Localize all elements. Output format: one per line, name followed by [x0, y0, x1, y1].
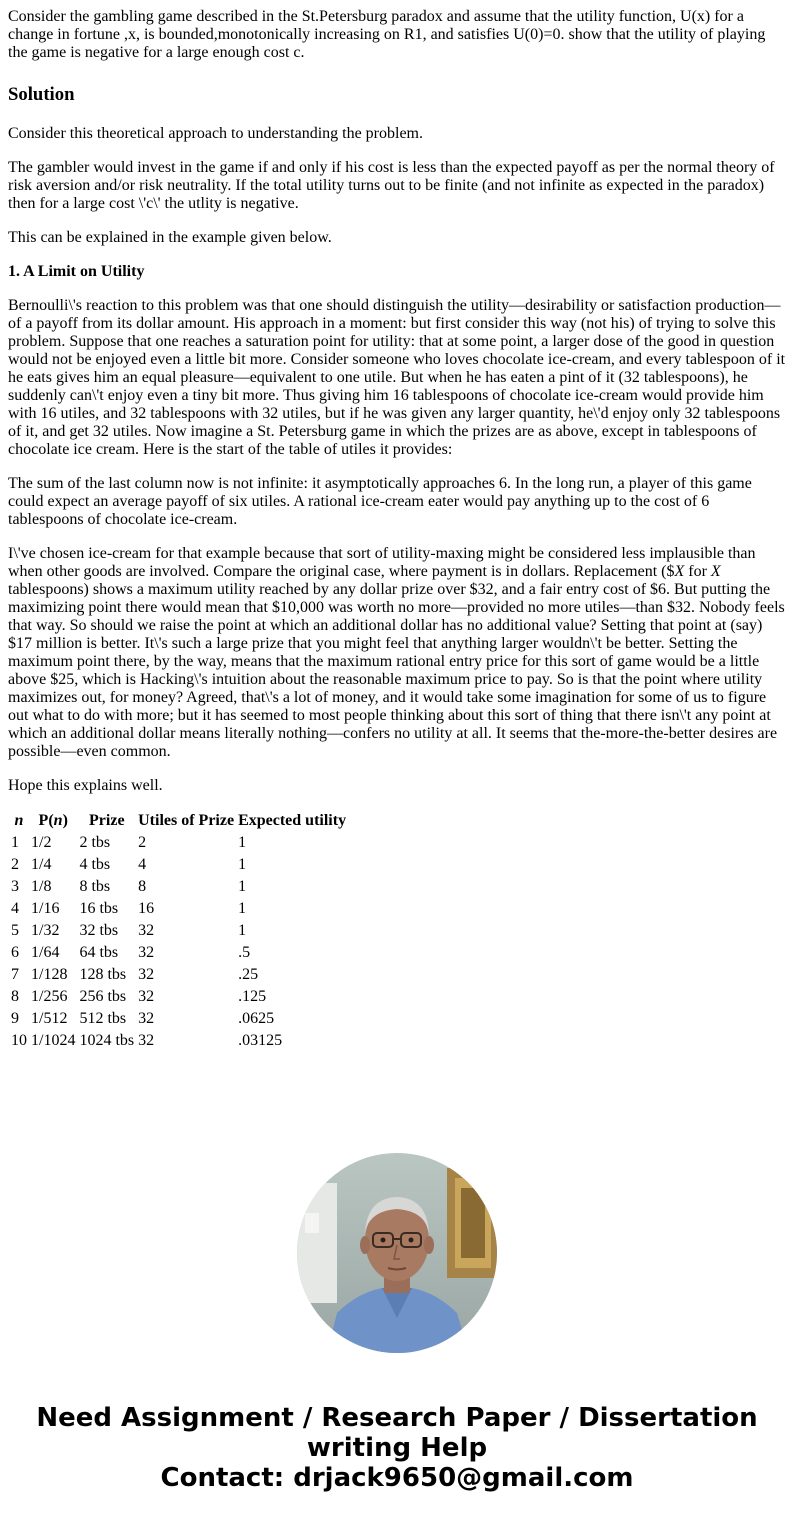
cell-prize: 128 tbs: [79, 966, 127, 983]
header-expected-utility: Expected utility: [238, 812, 347, 829]
cell-p: 1/1024: [31, 1032, 76, 1049]
banner-line-2: writing Help: [306, 1433, 488, 1463]
cell-utiles: 2: [138, 834, 147, 851]
cell-n: 2: [11, 856, 19, 873]
cell-expected: .0625: [238, 1010, 275, 1027]
cell-p: 1/128: [31, 966, 68, 983]
cell-utiles: 32: [138, 966, 155, 983]
cell-utiles: 32: [138, 1010, 155, 1027]
cell-utiles: 32: [138, 1032, 155, 1049]
cell-utiles: 8: [138, 878, 147, 895]
example-paragraph: This can be explained in the example given below.: [8, 229, 332, 246]
banner-line-1: Need Assignment / Research Paper / Dissertation: [36, 1403, 758, 1433]
cell-n: 1: [11, 834, 19, 851]
cell-prize: 2 tbs: [79, 834, 111, 851]
cell-utiles: 32: [138, 944, 155, 961]
table-body: [10, 833, 347, 1051]
cell-p: 1/8: [31, 878, 52, 895]
table-row: [10, 921, 347, 941]
cell-prize: 32 tbs: [79, 922, 119, 939]
table-row: [10, 899, 347, 919]
cell-p: 1/256: [31, 988, 68, 1005]
header-prize: Prize: [89, 812, 125, 829]
table-row: [10, 1031, 347, 1051]
closing-paragraph: Hope this explains well.: [8, 777, 163, 794]
cell-prize: 256 tbs: [79, 988, 127, 1005]
cell-expected: 1: [238, 900, 247, 917]
header-probability: P(n): [38, 812, 68, 829]
header-n: n: [14, 812, 24, 829]
variable-x: X: [710, 563, 721, 580]
gambler-paragraph: The gambler would invest in the game if and only if his cost is less than the expected payoff as per the normal theory of risk aversion and/or risk neutrality. If the total utility turns out to be finite (and not infinite as expected in the paradox) then for a large cost \'c\' the utlity is negative.: [8, 159, 775, 212]
cell-n: 6: [11, 944, 19, 961]
table-header-row: [10, 811, 347, 831]
table-row: [10, 833, 347, 853]
cell-n: 3: [11, 878, 19, 895]
cell-expected: .03125: [238, 1032, 283, 1049]
table-row: [10, 855, 347, 875]
cell-expected: 1: [238, 922, 247, 939]
cell-prize: 1024 tbs: [79, 1032, 135, 1049]
cell-p: 1/64: [31, 944, 60, 961]
cell-prize: 4 tbs: [79, 856, 111, 873]
header-utiles: Utiles of Prize: [138, 812, 235, 829]
ice-cream-paragraph: I\'ve chosen ice-cream for that example because that sort of utility-maxing might be considered less implausible than when other goods are involved. Compare the original case, where payment is in dollars. Replacement ($X for X tablespoons) shows a maximum utility reached by any dollar prize over $32, and a fair entry cost of $6. But putting the maximizing point there would mean that $10,000 was worth no more—provided no more utiles—than $32. Nobody feels that way. So should we raise the point at which an additional dollar has no additional value? Setting that point at (say) $17 million is better. It\'s such a large prize that you might feel that anything larger wouldn\'t be better. Setting the maximum point there, by the way, means that the maximum rational entry price for this sort of game would be a little above $25, which is Hacking\'s intuition about the reasonable maximum price to pay. So is that the point where utility maximizes out, for money? Agreed, that\'s a lot of money, and it would take some imagination for some of us to figure out what to do with more; but it has seemed to most people thinking about this sort of thing that there isn\'t any point at which an additional dollar means literally nothing—confers no utility at all. It seems that the-more-the-better desires are possible—even common.: [8, 545, 785, 760]
cell-prize: 8 tbs: [79, 878, 111, 895]
cell-prize: 64 tbs: [79, 944, 119, 961]
table-row: [10, 987, 347, 1007]
cell-n: 7: [11, 966, 19, 983]
cell-expected: 1: [238, 878, 247, 895]
utiles-table: [8, 809, 349, 1053]
sum-paragraph: The sum of the last column now is not infinite: it asymptotically approaches 6. In the long run, a player of this game could expect an average payoff of six utiles. A rational ice-cream eater would pay anything up to the cost of 6 tablespoons of chocolate ice-cream.: [8, 475, 752, 528]
cell-p: 1/4: [31, 856, 52, 873]
variable-x: X: [674, 563, 685, 580]
cell-n: 8: [11, 988, 19, 1005]
document-body: [8, 8, 786, 1053]
cell-n: 5: [11, 922, 19, 939]
cell-utiles: 4: [138, 856, 147, 873]
bernoulli-paragraph: Bernoulli\'s reaction to this problem was that one should distinguish the utility—desirability or satisfaction production—of a payoff from its dollar amount. His approach in a moment: but first consider this way (not his) of trying to solve this problem. Suppose that one reaches a saturation point for utility: that at some point, a larger dose of the good in question would not be enjoyed even a little bit more. Consider someone who loves chocolate ice-cream, and every tablespoon of it he eats gives him an equal pleasure—equivalent to one utile. But when he has eaten a pint of it (32 tablespoons), he suddenly can\'t enjoy even a tiny bit more. Thus giving him 16 tablespoons of chocolate ice-cream would provide him with 16 utiles, and 32 tablespoons with 32 utiles, but if he was given any larger quantity, he\'d enjoy only 32 tablespoons of it, and get 32 utiles. Now imagine a St. Petersburg game in which the prizes are as above, except in tablespoons of chocolate ice cream. Here is the start of the table of utiles it provides:: [8, 297, 786, 458]
cell-expected: 1: [238, 856, 247, 873]
table-row: [10, 1009, 347, 1029]
limit-on-utility-heading: 1. A Limit on Utility: [8, 263, 145, 280]
solution-heading: Solution: [8, 84, 75, 105]
intro-paragraph: Consider this theoretical approach to understanding the problem.: [8, 125, 423, 142]
cell-expected: .5: [238, 944, 251, 961]
cell-p: 1/2: [31, 834, 52, 851]
cell-prize: 512 tbs: [79, 1010, 127, 1027]
banner-contact: Contact: drjack9650@gmail.com: [160, 1463, 634, 1493]
table-row: [10, 877, 347, 897]
cell-utiles: 32: [138, 988, 155, 1005]
cell-n: 9: [11, 1010, 19, 1027]
cell-p: 1/16: [31, 900, 60, 917]
cell-utiles: 16: [138, 900, 155, 917]
author-avatar: [297, 1153, 497, 1353]
cell-n: 4: [11, 900, 19, 917]
cell-n: 10: [11, 1032, 27, 1049]
cell-expected: .25: [238, 966, 259, 983]
cell-p: 1/32: [31, 922, 60, 939]
question-text: Consider the gambling game described in the St.Petersburg paradox and assume that the utility function, U(x) for a change in fortune ,x, is bounded,monotonically increasing on R1, and satisfies U(0)=0. show that the utility of playing the game is negative for a large enough cost c.: [8, 8, 766, 61]
cell-prize: 16 tbs: [79, 900, 119, 917]
cell-expected: .125: [238, 988, 267, 1005]
assignment-help-banner: [0, 1403, 794, 1493]
table-row: [10, 965, 347, 985]
cell-utiles: 32: [138, 922, 155, 939]
cell-p: 1/512: [31, 1010, 68, 1027]
cell-expected: 1: [238, 834, 247, 851]
table-row: [10, 943, 347, 963]
author-photo: [297, 1153, 497, 1353]
